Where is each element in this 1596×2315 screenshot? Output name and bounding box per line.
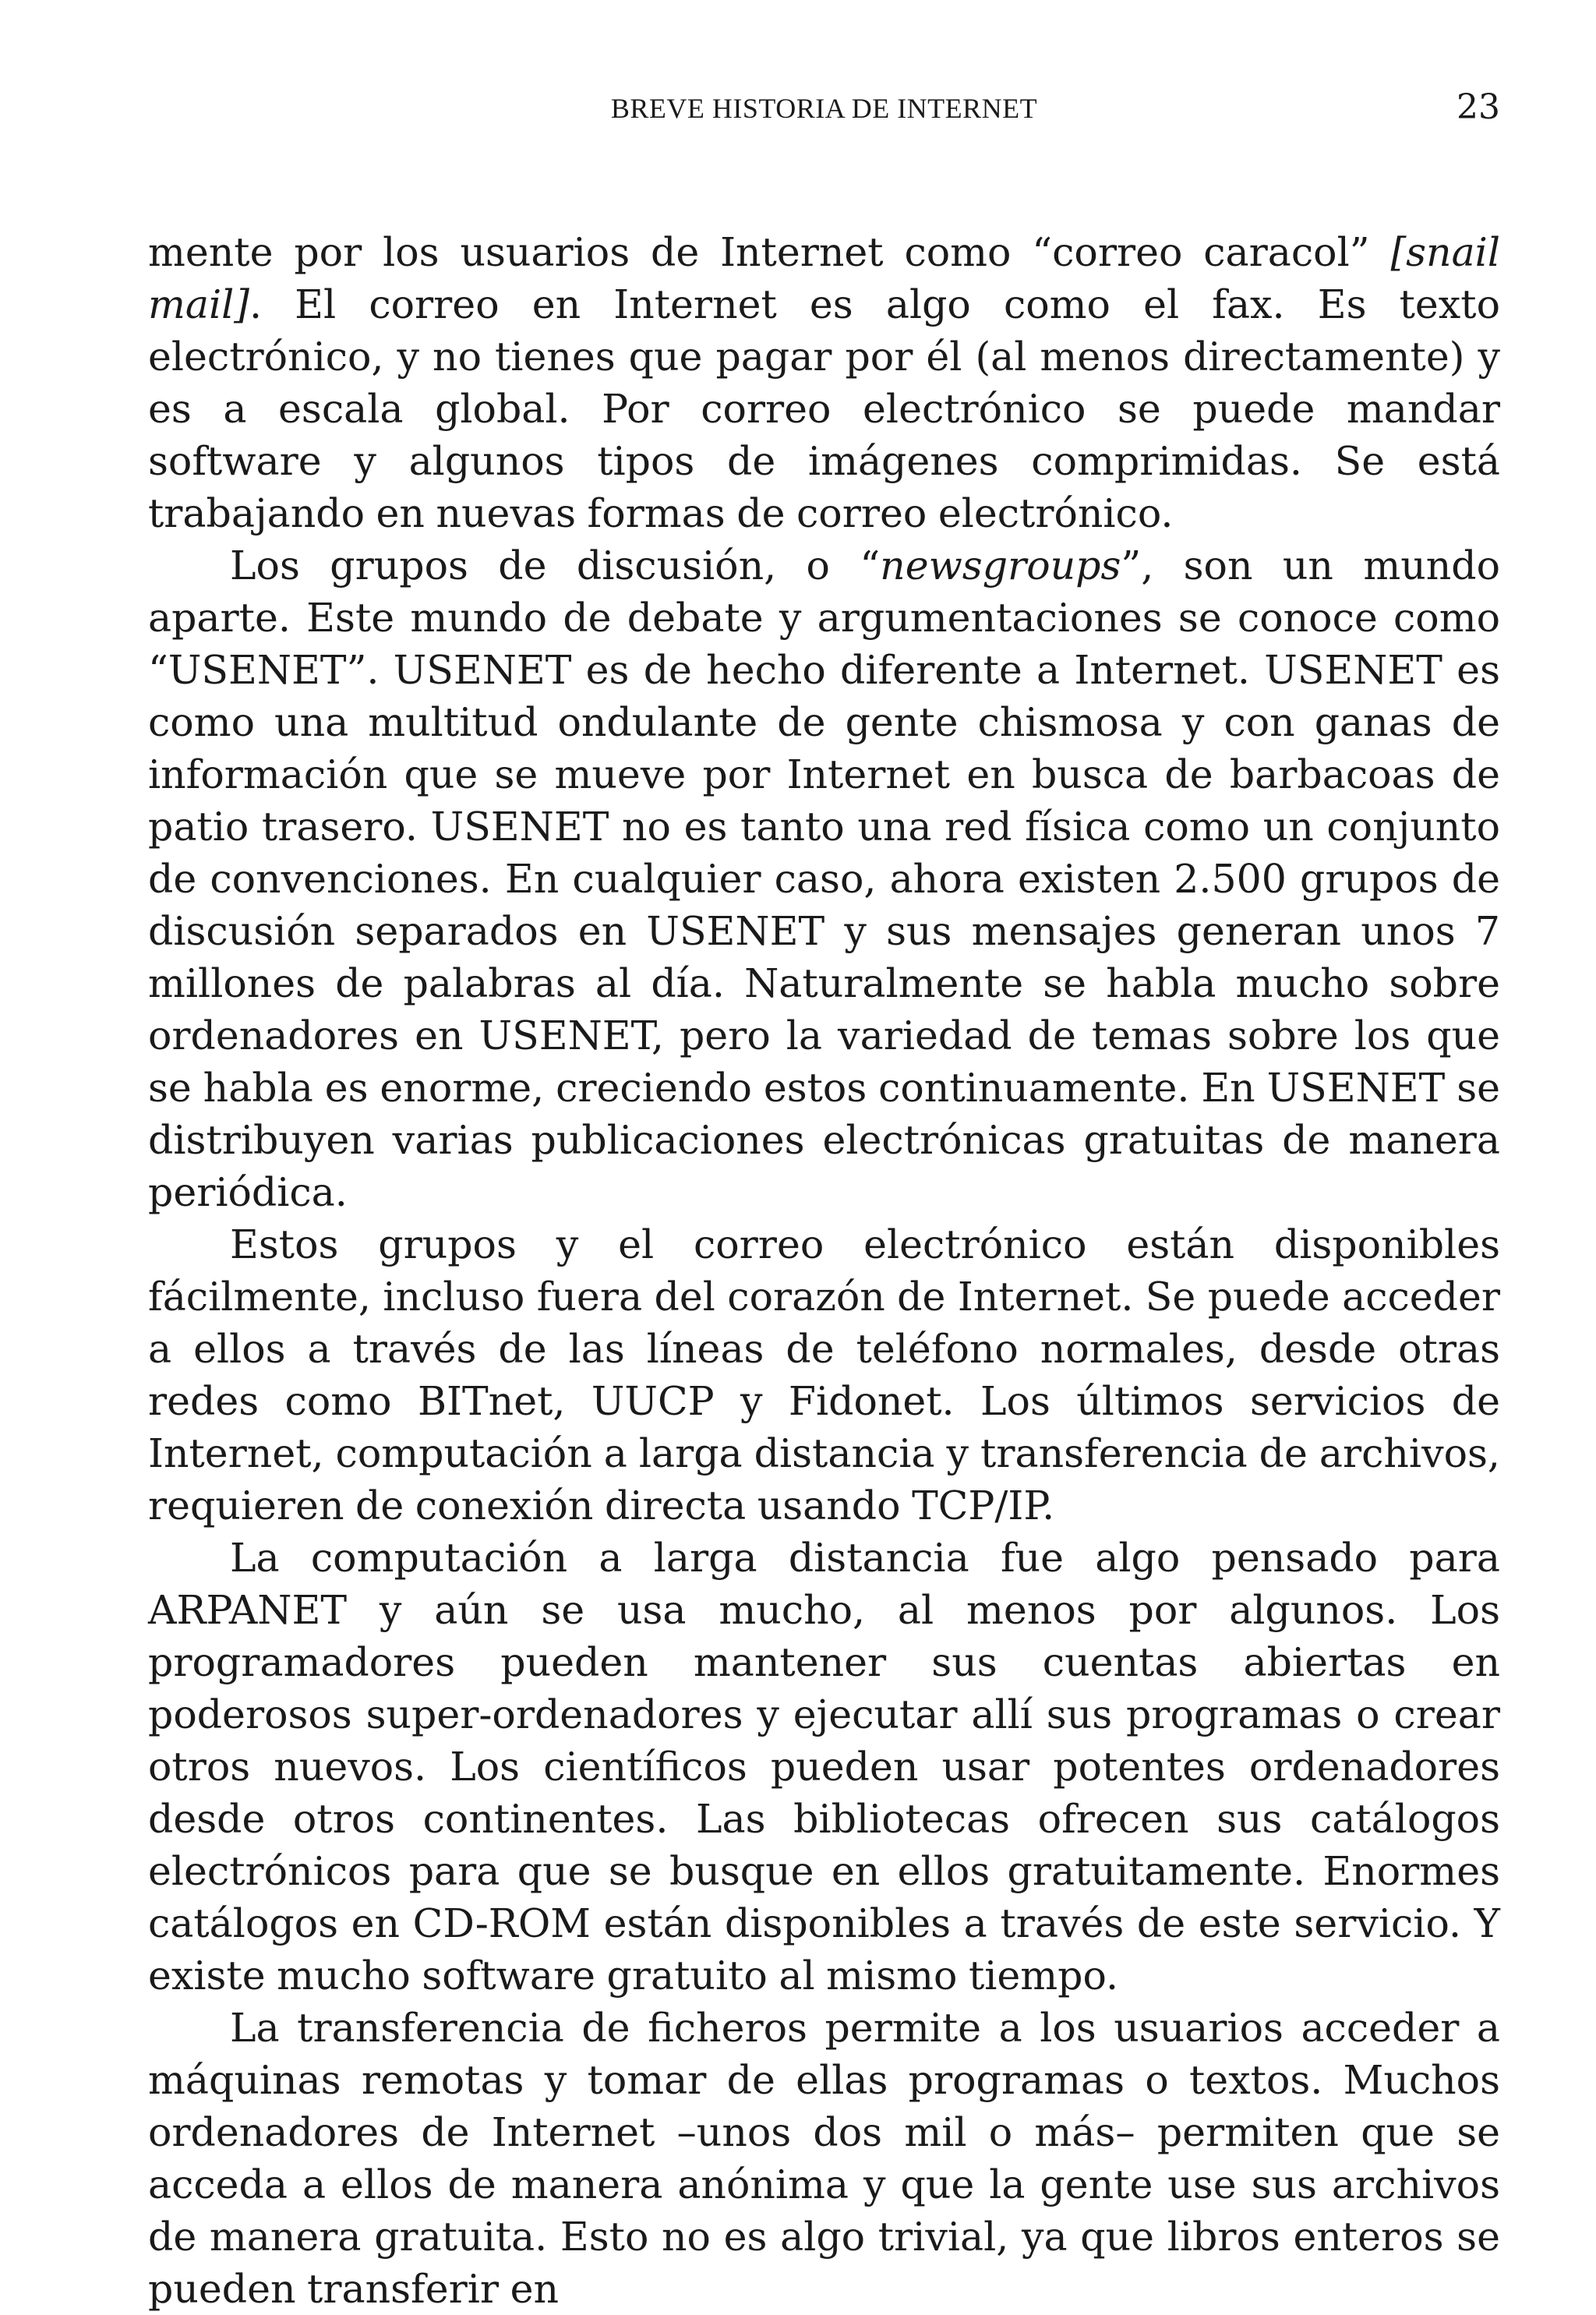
paragraph-2-italic-term: newsgroups [880,543,1121,588]
running-header [148,87,1500,134]
book-page [148,78,1500,2312]
body-text [148,226,1500,2315]
paragraph-4: La computación a larga distancia fue algo pensado para ARPANET y aún se usa mucho, al menos por algunos. Los programadores pueden mantener sus cuentas abiertas en poderosos super-ordenadores y ejecutar allí sus programas o crear otros nuevos. Los científicos pueden usar potentes ordenadores desde otros continentes. Las bibliotecas ofrecen sus catálogos electrónicos para que se busque en ellos gratuitamente. Enormes catálogos en CD-ROM están disponibles a través de este servicio. Y existe mucho software gratuito al mismo tiempo. [148,1535,1500,1999]
paragraph-5: La transferencia de ficheros permite a los usuarios acceder a máquinas remotas y tomar de ellas programas o textos. Muchos ordenadores de Internet –unos dos mil o más– permiten que se acceda a ellos de manera anónima y que la gente use sus archivos de manera gratuita. Esto no es algo trivial, ya que libros enteros se pueden transferir en [148,2005,1500,2312]
paragraph-3: Estos grupos y el correo electrónico están disponibles fácilmente, incluso fuera del corazón de Internet. Se puede acceder a ellos a través de las líneas de teléfono normales, desde otras redes como BITnet, UUCP y Fidonet. Los últimos servicios de Internet, computación a larga distancia y transferencia de archivos, requieren de conexión directa usando TCP/IP. [148,1221,1500,1529]
paragraph-1-text-b: . El correo en Internet es algo como el fax. Es texto electrónico, y no tienes que pagar por él (al menos directamente) y es a escala global. Por correo electrónico se puede mandar software y algunos tipos de imágenes comprimidas. Se está trabajando en nuevas formas de correo electrónico. [148,281,1500,536]
paragraph-1-text-a: mente por los usuarios de Internet como “correo caracol” [148,229,1391,275]
paragraph-2-text-a: Los grupos de discusión, o “ [230,543,881,588]
page-number: 23 [1457,87,1500,127]
paragraph-1-italic-term: [snail mail] [148,229,1500,327]
paragraph-2-text-b: ”, son un mundo aparte. Este mundo de debate y argumentaciones se conoce como “USENET”. USENET es de hecho diferente a Internet. USENET es como una multitud ondulante de gente chismosa y con ganas de información que se mueve por Internet en busca de barbacoas de patio trasero. USENET no es tanto una red física como un conjunto de convenciones. En cualquier caso, ahora existen 2.500 grupos de discusión separados en USENET y sus mensajes generan unos 7 millones de palabras al día. Naturalmente se habla mucho sobre ordenadores en USENET, pero la variedad de temas sobre los que se habla es enorme, creciendo estos continuamente. En USENET se distribuyen varias publicaciones electrónicas gratuitas de manera periódica. [148,543,1500,1215]
paragraph-1 [148,226,1500,539]
paragraph-2 [148,539,1500,1218]
running-title: BREVE HISTORIA DE INTERNET [610,93,1038,124]
